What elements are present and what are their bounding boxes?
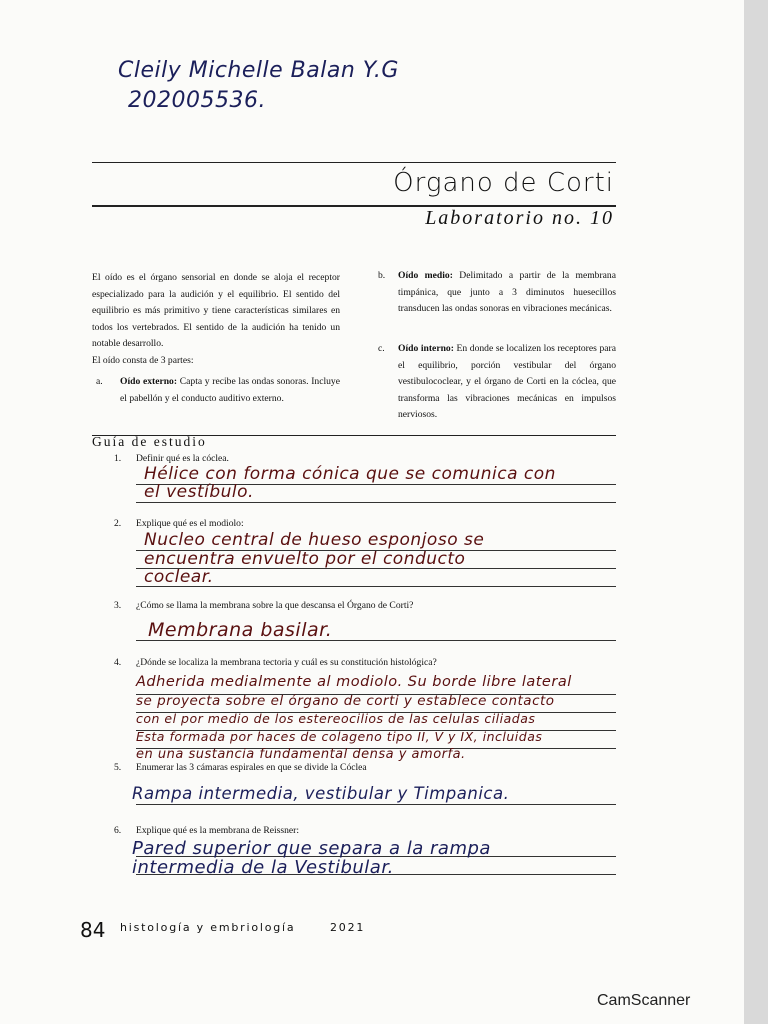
q6-number: 6. <box>114 825 122 836</box>
q6-answer-line2: intermedia de la Vestibular. <box>132 857 394 878</box>
part-c-letter: c. <box>378 343 385 354</box>
answer-line <box>136 804 616 805</box>
q4-answer-line3: con el por medio de los estereocilios de las celulas ciliadas <box>136 711 536 726</box>
q6-text: Explique qué es la membrana de Reissner: <box>136 825 300 836</box>
footer-book-title: histología y embriología <box>120 921 296 934</box>
q5-answer: Rampa intermedia, vestibular y Timpanica. <box>132 784 510 803</box>
q2-answer-line1: Nucleo central de hueso esponjoso se <box>144 530 485 550</box>
parts-intro: El oído consta de 3 partes: <box>92 355 194 366</box>
part-b-text: Delimitado a partir de la membrana timpánica, que junto a 3 diminutos huesecillos transducen las ondas sonoras en vibraciones mecánicas. <box>398 270 616 315</box>
q3-number: 3. <box>114 600 122 611</box>
q4-answer-line1: Adherida medialmente al modiolo. Su borde libre lateral <box>136 674 572 690</box>
q3-text: ¿Cómo se llama la membrana sobre la que descansa el Órgano de Corti? <box>136 600 414 611</box>
q3-answer: Membrana basilar. <box>148 619 333 641</box>
q1-number: 1. <box>114 453 122 464</box>
part-b <box>378 268 616 318</box>
guide-title: Guía de estudio <box>92 434 207 449</box>
page-number: 84 <box>80 918 106 942</box>
part-c <box>378 341 616 424</box>
student-id: 202005536. <box>128 88 266 113</box>
q2-text: Explique qué es el modiolo: <box>136 518 244 529</box>
part-b-letter: b. <box>378 270 386 281</box>
q4-answer-line2: se proyecta sobre el órgano de corti y establece contacto <box>136 693 555 709</box>
part-c-text: En donde se localizen los receptores para el equilibrio, porción vestibular del órgano vestibulococlear, y el órgano de Corti en la cóclea, que transforma las vibraciones mecánicas en impulsos nerviosos. <box>398 343 616 421</box>
q1-answer-line2: el vestíbulo. <box>144 482 254 502</box>
q2-number: 2. <box>114 518 122 529</box>
part-a <box>92 374 340 407</box>
q1-text: Definir qué es la cóclea. <box>136 453 229 464</box>
part-a-letter: a. <box>96 376 103 387</box>
student-name: Cleily Michelle Balan Y.G <box>118 58 399 83</box>
part-a-text: Capta y recibe las ondas sonoras. Incluye el pabellón y el conducto auditivo externo. <box>120 376 340 404</box>
footer-year: 2021 <box>330 921 366 934</box>
q5-text: Enumerar las 3 cámaras espirales en que se divide la Cóclea <box>136 762 367 773</box>
answer-line <box>136 502 616 503</box>
title-top-rule <box>92 162 616 163</box>
camscanner-watermark: CamScanner <box>597 992 691 1009</box>
page-title: Órgano de Corti <box>393 168 614 198</box>
q4-number: 4. <box>114 657 122 668</box>
q4-answer-line5: en una sustancia fundamental densa y amorfa. <box>136 747 466 762</box>
intro-paragraph: El oído es el órgano sensorial en donde se aloja el receptor especializado para la audición y el equilibrio. El sentido del equilibrio es más primitivo y tiene características similares en todos los vertebrados. El sentido de la audición ha tenido un notable desarrollo. <box>92 272 340 350</box>
q4-text: ¿Dónde se localiza la membrana tectoria y cuál es su constitución histológica? <box>136 657 437 668</box>
q2-answer-line3: coclear. <box>144 567 214 587</box>
q1-answer-line1: Hélice con forma cónica que se comunica con <box>144 464 556 484</box>
part-a-name: Oído externo: <box>120 376 178 387</box>
q2-answer-line2: encuentra envuelto por el conducto <box>144 549 466 569</box>
lab-subtitle: Laboratorio no. 10 <box>425 207 614 229</box>
part-c-name: Oído interno: <box>398 343 454 354</box>
q5-number: 5. <box>114 762 122 773</box>
part-b-name: Oído medio: <box>398 270 453 281</box>
q4-answer-line4: Esta formada por haces de colageno tipo II, V y IX, incluidas <box>136 729 543 744</box>
q6-answer-line1: Pared superior que separa a la rampa <box>132 838 491 859</box>
